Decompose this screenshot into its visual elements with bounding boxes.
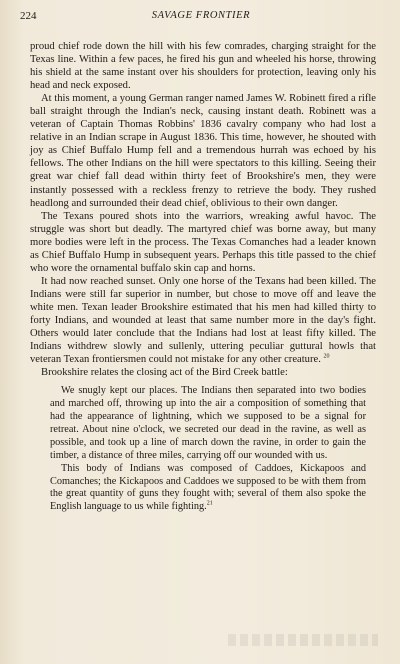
footnote-ref-21: 21 bbox=[206, 500, 213, 507]
running-head bbox=[20, 9, 382, 23]
paragraph: At this moment, a young German ranger named James W. Robinett fired a rifle ball straight through the Indian's neck, causing instant death. Robinett was a veteran of Captain Thomas Robbins' 1836 cavalry company who had lost a relative in an Indian scrape in August 1836. This time, however, he shouted with joy as Chief Buffalo Hump fell and a tremendous hurrah was echoed by his fellows. The other Indians on the hill were spectators to this killing. Seeing their great war chief fall dead within thirty feet of Brookshire's men, they were instantly possessed with a reckless frenzy to retrieve the body. They rushed headlong and surrounded their dead chief, oblivious to their own danger. bbox=[30, 93, 376, 209]
page-number: 224 bbox=[20, 10, 37, 22]
block-quote bbox=[50, 385, 366, 514]
paragraph-text: It had now reached sunset. Only one horse of the Texans had been killed. The Indians were still far superior in number, but chose to move off and leave the white men. Texan leader Brookshire estimated that his men had killed thirty to forty Indians, and wounded at least that same number more in the day's fight. Others would later conclude that the Indians had lost at least fifty killed. The Indians withdrew slowly and sullenly, uttering peculiar guttural howls that veteran Texan frontiersmen could not mistake for any other creature. bbox=[30, 275, 376, 366]
paragraph: Brookshire relates the closing act of the Bird Creek battle: bbox=[41, 367, 288, 379]
paragraph: proud chief rode down the hill with his few comrades, charging straight for the Texas line. Within a few paces, he fired his gun and wheeled his horse, throwing his shield at the same instant over his shoulders for protection, leaving only his head and neck exposed. bbox=[30, 41, 376, 92]
footnote-ref-20: 20 bbox=[323, 353, 330, 360]
quote-text: This body of Indians was composed of Caddoes, Kickapoos and Comanches; the Kickapoos and Caddoes we supposed to be with them from the great quantity of guns they fought with; several of them also spoke the English language to us while fighting. bbox=[50, 462, 366, 513]
running-title: SAVAGE FRONTIER bbox=[151, 10, 251, 21]
bleed-through-texture bbox=[228, 634, 378, 646]
text-body bbox=[30, 40, 376, 514]
paragraph: The Texans poured shots into the warriors, wreaking awful havoc. The struggle was short but deadly. The martyred chief was borne away, but many more bodies were left in the process. The Texas Comanches had a leader known as Chief Buffalo Hump in subsequent years. Perhaps this title passed to the chief who wore the ornamental buffalo skin cap and horns. bbox=[30, 210, 376, 274]
quote-paragraph: We snugly kept our places. The Indians then separated into two bodies and marched off, throwing up into the air a composition of something that had the appearance of lightning, which we supposed to be a signal for retreat. About nine o'clock, we secreted our dead in the ravine, as well as possible, and took up a line of march down the ravine, in order to gain the timber, a distance of three miles, carrying off our wounded with us. bbox=[50, 385, 366, 461]
paragraph-with-footnote bbox=[30, 275, 376, 366]
quote-paragraph-with-footnote bbox=[50, 463, 366, 515]
